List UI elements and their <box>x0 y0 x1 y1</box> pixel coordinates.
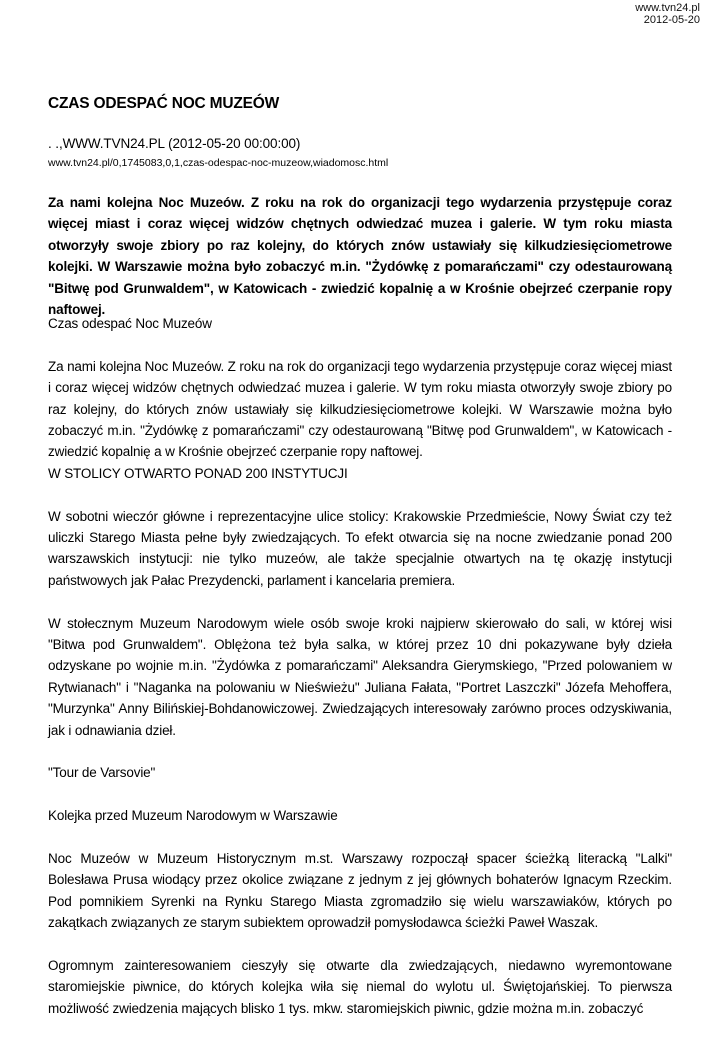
body-paragraph: W sobotni wieczór główne i reprezentacyjne ulice stolicy: Krakowskie Przedmieście, Nowy Świat czy też uliczki Starego Miasta pełne były zwiedzających. To efekt otwarcia się na nocne zwiedzanie ponad 200 warszawskich instytucji: nie tylko muzeów, ale także specjalnie otwartych na tę okazję instytucji państwowych jak Pałac Prezydencki, parlament i kancelaria premiera. <box>48 508 672 588</box>
article-title: CZAS ODESPAĆ NOC MUZEÓW <box>48 95 280 112</box>
subheading: "Tour de Varsovie" <box>48 765 156 781</box>
header-date: 2012-05-20 <box>643 14 700 26</box>
body-heading: Czas odespać Noc Muzeów <box>48 316 212 331</box>
article-lead: Za nami kolejna Noc Muzeów. Z roku na rok do organizacji tego wydarzenia przystępuje coraz więcej miast i coraz więcej widzów chętnych odwiedzać muzea i galerie. W tym roku miasta otworzyły swoje zbiory po raz kolejny, do których znów ustawiały się kilkudziesięciometrowe kolejki. W Warszawie można było zobaczyć m.in. "Żydówkę z pomarańczami" czy odestaurowaną "Bitwę pod Grunwaldem", w Katowicach - zwiedzić kopalnię a w Krośnie obejrzeć czerpanie ropy naftowej. <box>48 195 672 318</box>
header-site: www.tvn24.pl <box>635 2 700 14</box>
body-paragraph: W stołecznym Muzeum Narodowym wiele osób swoje kroki najpierw skierowało do sali, w której wisi "Bitwa pod Grunwaldem". Oblężona też była salka, w której przez 10 dni pokazywane były dzieła odzyskane po wojnie m.in. "Żydówka z pomarańczami" Aleksandra Gierymskiego, "Przed polowaniem w Rytwianach" i "Naganka na polowaniu w Nieświeżu" Juliana Fałata, "Portret Laszczki" Józefa Mehoffera, "Murzynka" Anny Bilińskiej-Bohdanowiczowej. Zwiedzających interesowały zarówno proces odzyskiwania, jak i odnawiania dzieł. <box>48 615 672 738</box>
section-heading: W STOLICY OTWARTO PONAD 200 INSTYTUCJI <box>48 465 348 481</box>
article-url: www.tvn24.pl/0,1745083,0,1,czas-odespac-noc-muzeow,wiadomosc.html <box>48 157 389 169</box>
photo-caption: Kolejka przed Muzeum Narodowym w Warszawie <box>48 808 338 824</box>
page-header-stamp <box>635 2 700 26</box>
body-paragraph: Ogromnym zainteresowaniem cieszyły się otwarte dla zwiedzających, niedawno wyremontowane staromiejskie piwnice, do których kolejka wiła się niemal do wylotu ul. Świętojańskiej. To pierwsza możliwość zwiedzenia mających blisko 1 tys. mkw. staromiejskich piwnic, gdzie można m.in. zobaczyć <box>48 958 672 1016</box>
article-body <box>48 313 672 1041</box>
article-source: . .,WWW.TVN24.PL (2012-05-20 00:00:00) <box>48 136 301 151</box>
body-paragraph: Za nami kolejna Noc Muzeów. Z roku na rok do organizacji tego wydarzenia przystępuje coraz więcej miast i coraz więcej widzów chętnych odwiedzać muzea i galerie. W tym roku miasta otworzyły swoje zbiory po raz kolejny, do których znów ustawiały się kilkudziesięciometrowe kolejki. W Warszawie można było zobaczyć m.in. "Żydówkę z pomarańczami" czy odestaurowaną "Bitwę pod Grunwaldem", w Katowicach - zwiedzić kopalnię a w Krośnie obejrzeć czerpanie ropy naftowej. <box>48 358 672 460</box>
body-paragraph: Noc Muzeów w Muzeum Historycznym m.st. Warszawy rozpoczął spacer ścieżką literacką "Lalki" Bolesława Prusa wiodący przez okolice związane z jednym z jej głównych bohaterów Ignacym Rzeckim. Pod pomnikiem Syrenki na Rynku Starego Miasta zgromadziło się wielu warszawiaków, których po zakątkach związanych ze starym subiektem oprowadził pomysłodawca ścieżki Paweł Waszak. <box>48 851 672 931</box>
